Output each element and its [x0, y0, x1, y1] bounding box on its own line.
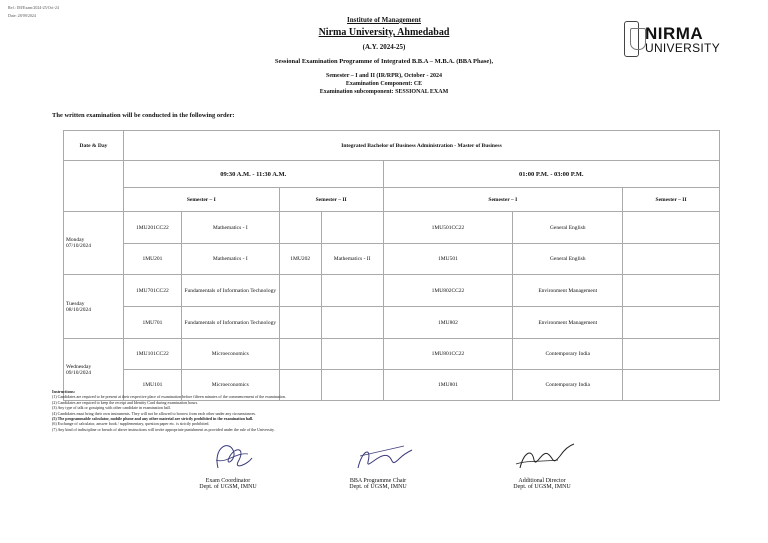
university-name: Nirma University, Ahmedabad — [318, 27, 450, 38]
course-code — [279, 275, 321, 307]
subject-name — [321, 307, 383, 339]
university-logo — [624, 19, 720, 59]
course-code: 1MU501CC22 — [383, 212, 513, 244]
subject-name — [321, 275, 383, 307]
course-code: 1MU802 — [383, 307, 513, 339]
signatory-dept: Dept. of UGSM, IMNU — [513, 484, 571, 490]
instructions-title: Instructions: — [52, 389, 76, 394]
exam-schedule-table — [63, 130, 720, 401]
signatory-dept: Dept. of UGSM, IMNU — [199, 484, 257, 490]
subject-name — [623, 212, 720, 244]
signatory-role: Additional Director — [518, 478, 566, 484]
day-cell — [64, 275, 124, 339]
programme-title: Sessional Examination Programme of Integrated B.B.A – M.B.A. (BBA Phase), — [274, 58, 494, 65]
subject-name: Mathematics - II — [321, 244, 383, 275]
subject-name: Mathematics - I — [181, 244, 279, 275]
reference-date: Date: 28/09/2024 — [8, 13, 36, 18]
signatory-role: BBA Programme Chair — [349, 478, 407, 484]
table-row — [64, 275, 720, 307]
subject-name: Fundamentals of Information Technology — [181, 275, 279, 307]
day-date: 09/10/2024 — [66, 369, 92, 376]
subject-name: Fundamentals of Information Technology — [181, 307, 279, 339]
day-date: 07/10/2024 — [66, 243, 92, 249]
day-name: Tuesday — [66, 300, 85, 307]
programme-header: Integrated Bachelor of Business Administration - Master of Business — [123, 131, 719, 161]
signatory-role: Exam Coordinator — [205, 478, 251, 484]
subject-name — [321, 339, 383, 370]
course-code: 1MU202 — [279, 244, 321, 275]
signature-section — [0, 438, 768, 498]
signature-scribble-icon — [502, 438, 582, 476]
instruction-item: (6) Exchange of calculator, answer book / supplementary, question paper etc. is strictly prohibited. — [52, 421, 210, 427]
subject-name — [623, 275, 720, 307]
slot-afternoon: 01:00 P.M. - 03:00 P.M. — [383, 161, 719, 188]
subject-name: Mathematics - I — [181, 212, 279, 244]
institute-name: Institute of Management — [347, 16, 421, 24]
afternoon-semester-1: Semester – I — [383, 188, 623, 212]
instruction-item: (2) Candidates are required to keep the receipt and Identity Card during examination hours. — [52, 399, 199, 405]
course-code: 1MU101 — [123, 370, 181, 401]
instruction-item: (3) Any type of talk or gossiping with other candidate in examination hall. — [52, 405, 171, 411]
slot-morning: 09:30 A.M. - 11:30 A.M. — [123, 161, 383, 188]
subject-name: Microeconomics — [181, 370, 279, 401]
afternoon-semester-2: Semester – II — [623, 188, 720, 212]
subject-name: General English — [513, 212, 623, 244]
day-date: 08/10/2024 — [66, 306, 92, 313]
instruction-item: (4) Candidates must bring their own instruments. They will not be allowed to borrow from each other under any circumstances. — [52, 410, 256, 416]
logo-word-university: UNIVERSITY — [644, 40, 720, 55]
day-cell — [64, 212, 124, 275]
subject-name: Microeconomics — [181, 339, 279, 370]
academic-year: (A.Y. 2024-25) — [362, 43, 406, 51]
exam-component: Examination Component: CE — [345, 81, 423, 87]
morning-semester-1: Semester – I — [123, 188, 279, 212]
subject-name: Environment Management — [513, 307, 623, 339]
intro-text: The written examination will be conducted in the following order: — [52, 112, 235, 119]
reference-number: Ref.: IM/Exam/2024-25/Oct-24 — [8, 5, 59, 10]
logo-word-nirma: NIRMA — [644, 23, 704, 43]
subject-name — [623, 244, 720, 275]
subject-name — [321, 212, 383, 244]
table-row — [64, 212, 720, 244]
subject-name — [321, 370, 383, 401]
exam-subcomponent: Examination subcomponent: SESSIONAL EXAM — [319, 89, 449, 95]
signature-additional-director — [482, 438, 602, 490]
signature-exam-coordinator — [168, 438, 288, 490]
course-code — [279, 339, 321, 370]
crest-icon — [624, 21, 639, 57]
day-name: Wednesday — [66, 363, 92, 370]
instructions-block — [52, 389, 286, 432]
subject-name: Contemporary India — [513, 370, 623, 401]
instruction-item: (5) The programmable calculator, mobile phone and any other material are strictly prohibited in the examination hall. — [52, 416, 254, 422]
signature-scribble-icon — [338, 438, 418, 476]
course-code: 1MU101CC22 — [123, 339, 181, 370]
table-row — [64, 244, 720, 275]
course-code: 1MU201 — [123, 244, 181, 275]
signature-scribble-icon — [188, 438, 268, 476]
instruction-item: (1) Candidates are required to be present at their respective place of examination before fifteen minutes of the commencement of the examination. — [52, 394, 286, 400]
subject-name — [623, 307, 720, 339]
signatory-dept: Dept. of UGSM, IMNU — [349, 484, 407, 490]
table-row — [64, 307, 720, 339]
morning-semester-2: Semester – II — [279, 188, 383, 212]
course-code: 1MU501 — [383, 244, 513, 275]
signature-programme-chair — [318, 438, 438, 490]
table-row — [64, 339, 720, 370]
course-code: 1MU201CC22 — [123, 212, 181, 244]
course-code: 1MU802CC22 — [383, 275, 513, 307]
instruction-item: (7) Any kind of indiscipline or breach of above instructions will invite appropriate punishment as provided under the rule of the University. — [52, 426, 275, 432]
subject-name: General English — [513, 244, 623, 275]
subject-name — [623, 339, 720, 370]
course-code — [279, 307, 321, 339]
subject-name: Environment Management — [513, 275, 623, 307]
course-code: 1MU801CC22 — [383, 339, 513, 370]
date-day-header: Date & Day — [64, 131, 124, 161]
subject-name — [623, 370, 720, 401]
course-code — [279, 212, 321, 244]
course-code: 1MU701 — [123, 307, 181, 339]
course-code: 1MU801 — [383, 370, 513, 401]
semester-line: Semester – I and II (IR/RPR), October - 2024 — [326, 73, 442, 79]
subject-name: Contemporary India — [513, 339, 623, 370]
day-name: Monday — [66, 237, 85, 243]
course-code: 1MU701CC22 — [123, 275, 181, 307]
